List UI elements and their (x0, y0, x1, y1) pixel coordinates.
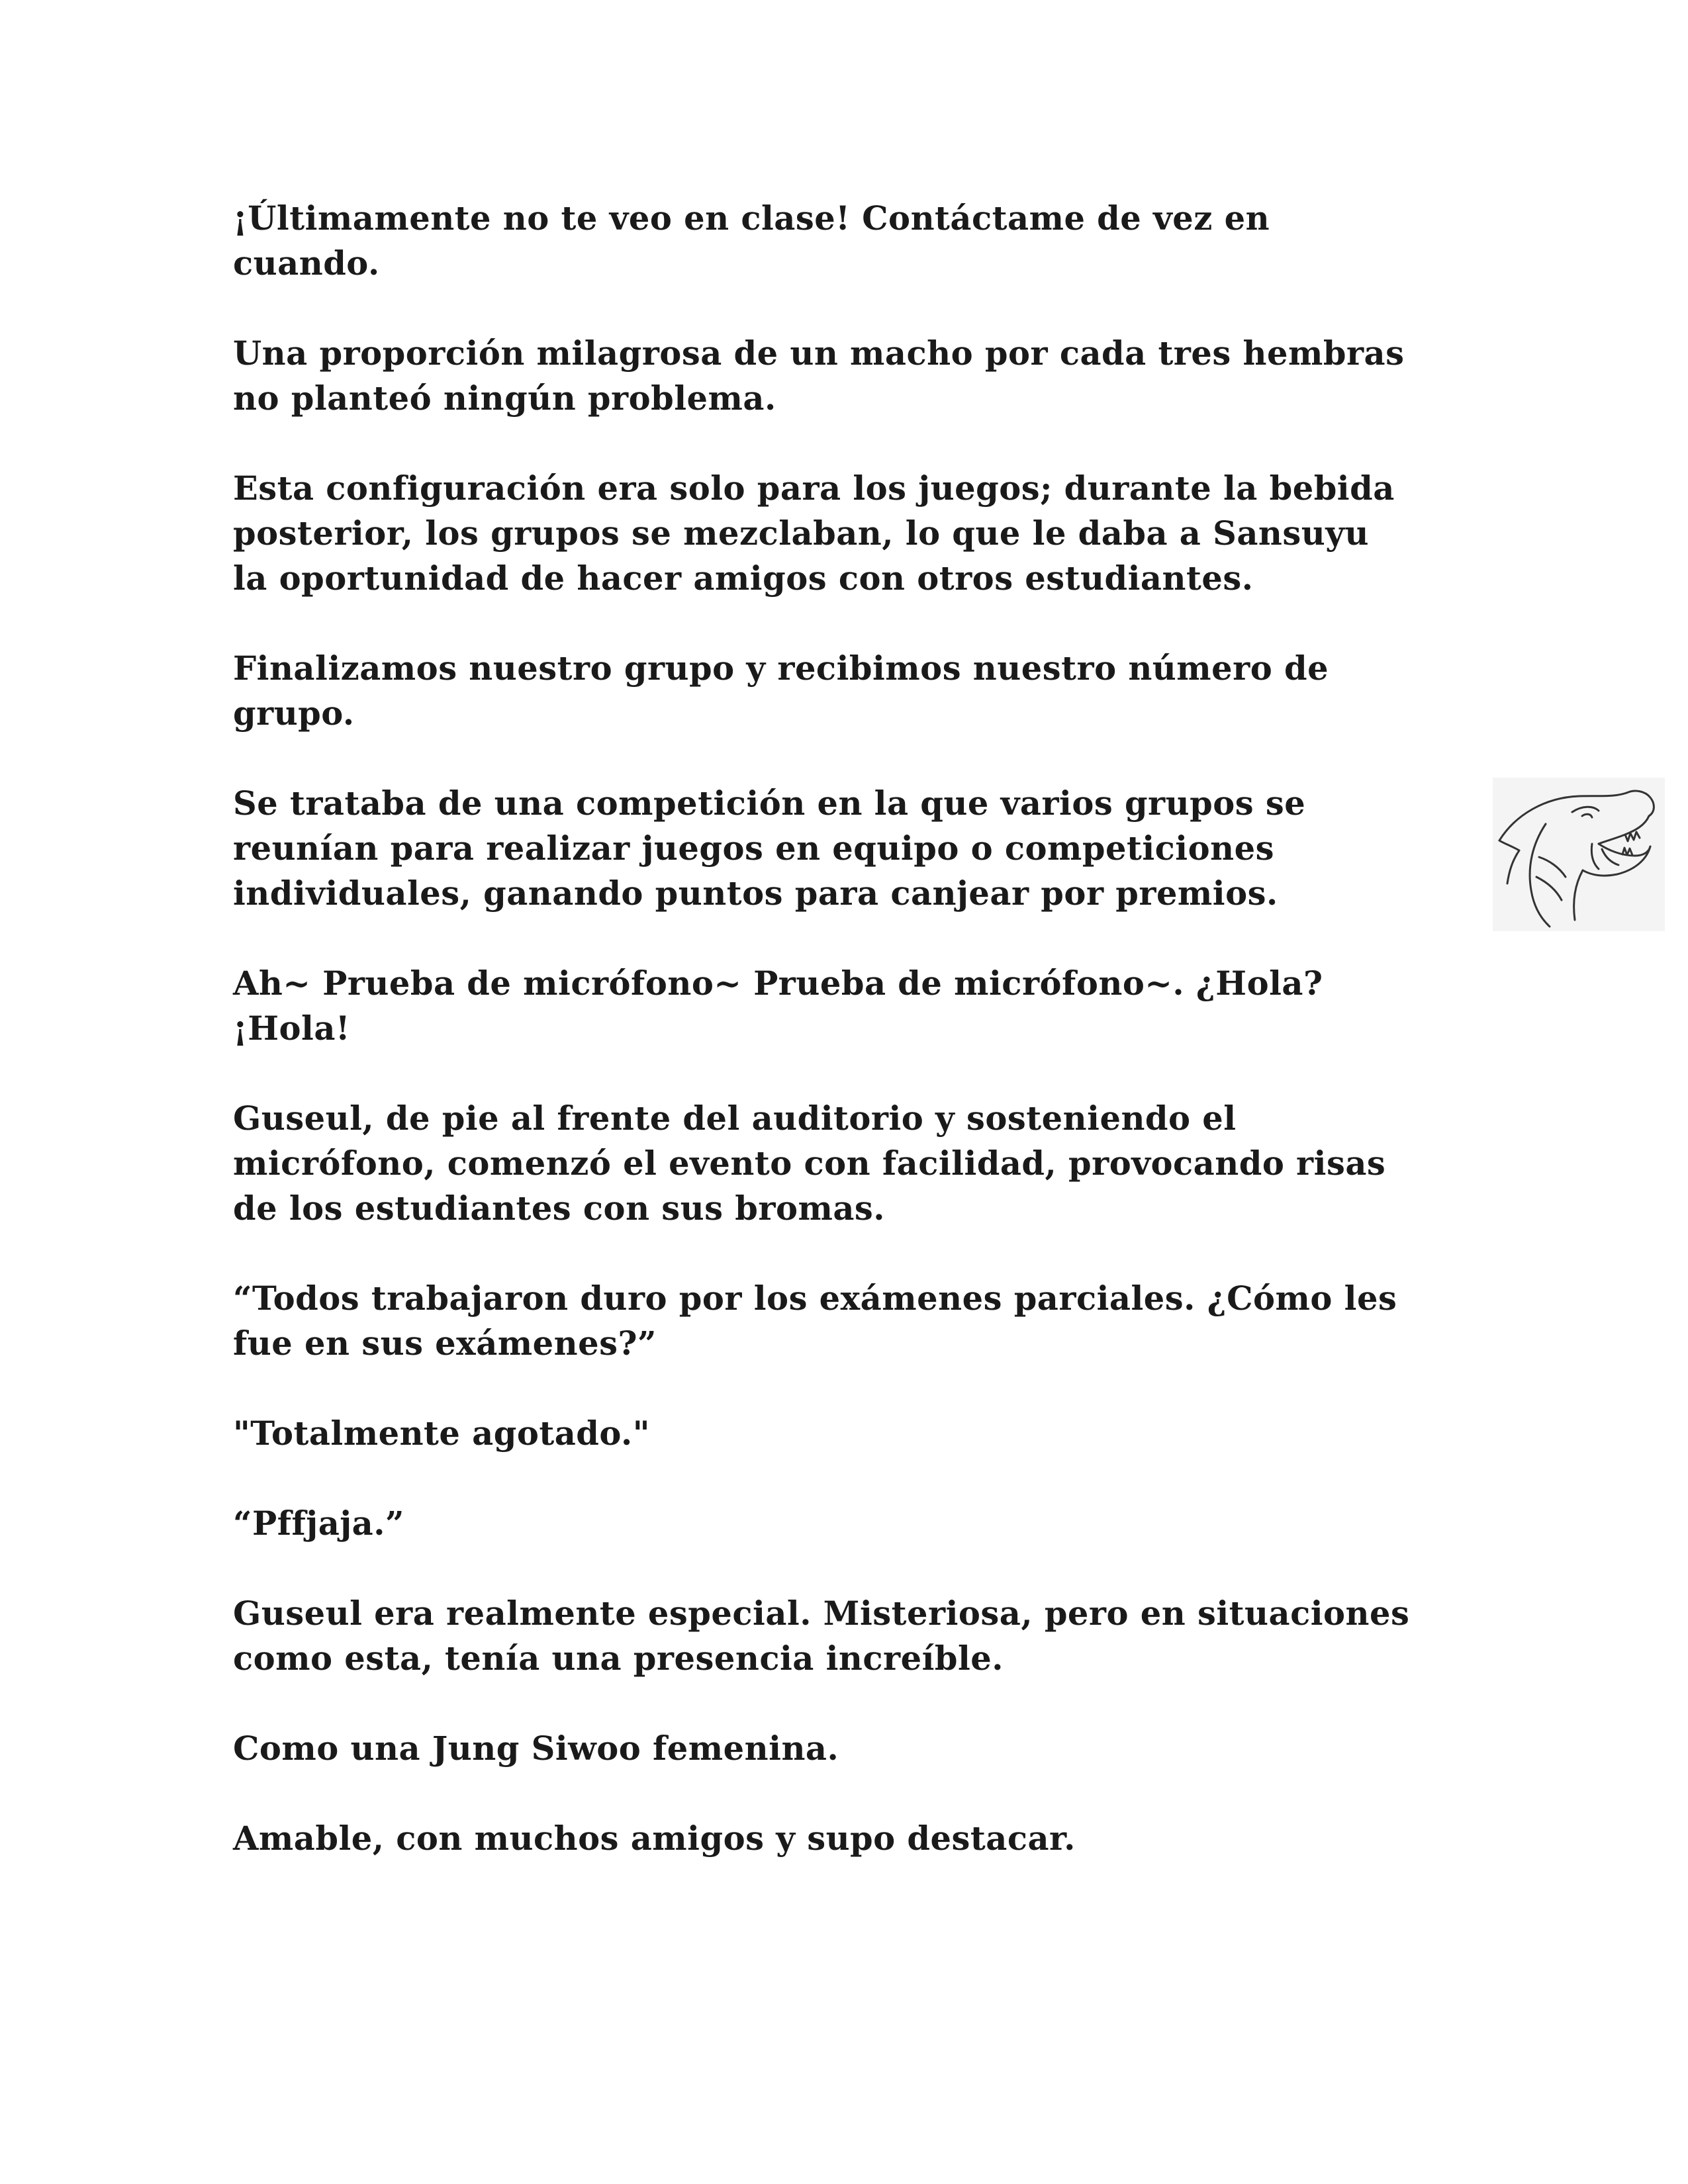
paragraph: Se trataba de una competición en la que varios grupos se reunían para realizar juegos en equipo o competiciones individuales, ganando puntos para canjear por premios. (233, 784, 1306, 913)
paragraph: "Totalmente agotado." (233, 1414, 651, 1453)
paragraph: Ah~ Prueba de micrófono~ Prueba de micrófono~. ¿Hola? ¡Hola! (233, 964, 1323, 1048)
paragraph: Finalizamos nuestro grupo y recibimos nuestro número de grupo. (233, 649, 1329, 733)
paragraph: Guseul, de pie al frente del auditorio y sosteniendo el micrófono, comenzó el evento con facilidad, provocando risas de los estudiantes con sus bromas. (233, 1099, 1386, 1228)
paragraph: “Pffjaja.” (233, 1504, 404, 1543)
paragraph: Como una Jung Siwoo femenina. (233, 1729, 839, 1768)
paragraph: ¡Últimamente no te veo en clase! Contáctame de vez en cuando. (233, 199, 1270, 283)
paragraph: Esta configuración era solo para los juegos; durante la bebida posterior, los grupos se mezclaban, lo que le daba a Sansuyu la oportunidad de hacer amigos con otros estudiantes. (233, 469, 1395, 598)
paragraph: Guseul era realmente especial. Misteriosa, pero en situaciones como esta, tenía una presencia increíble. (233, 1594, 1410, 1678)
paragraph: Una proporción milagrosa de un macho por cada tres hembras no planteó ningún problema. (233, 334, 1405, 418)
dinosaur-head-icon (1493, 778, 1665, 931)
paragraph: Amable, con muchos amigos y supo destacar. (233, 1819, 1076, 1858)
paragraph: “Todos trabajaron duro por los exámenes parciales. ¿Cómo les fue en sus exámenes?” (233, 1279, 1397, 1363)
document-body (233, 196, 1411, 1906)
